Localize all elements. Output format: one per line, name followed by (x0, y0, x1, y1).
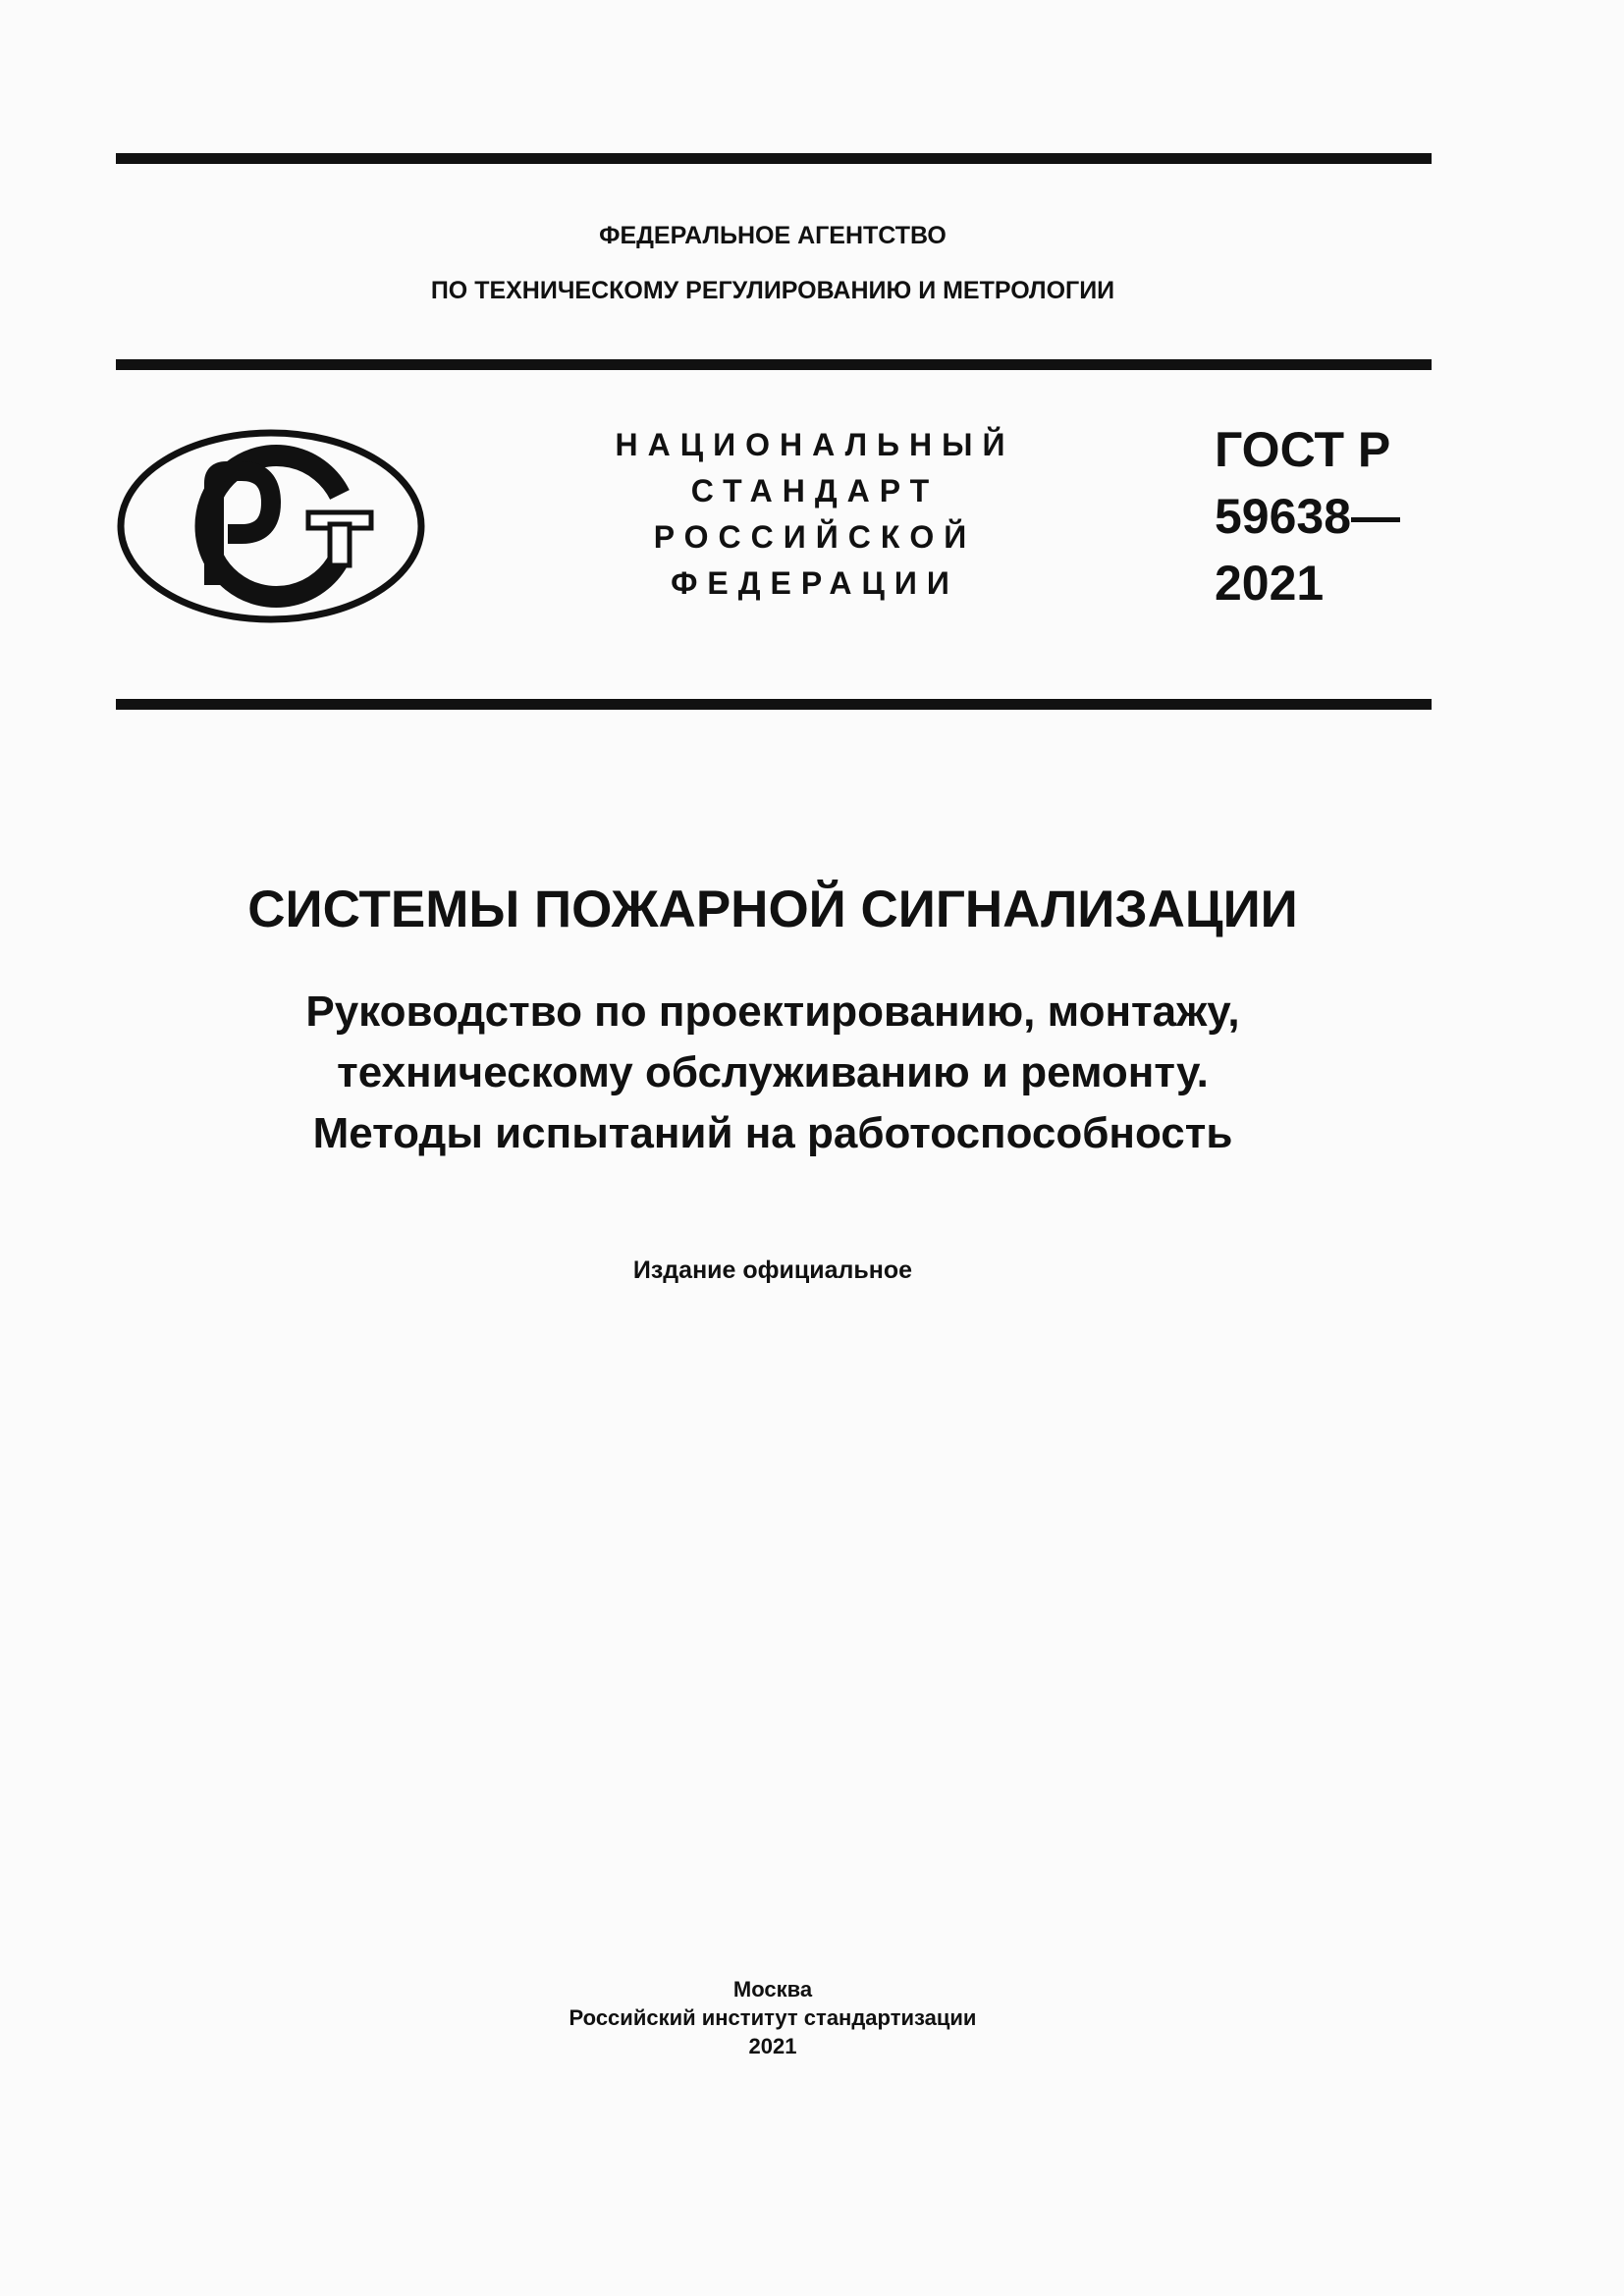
document-title: СИСТЕМЫ ПОЖАРНОЙ СИГНАЛИЗАЦИИ (247, 881, 1298, 938)
subtitle-line-3: Методы испытаний на работоспособность (312, 1109, 1233, 1157)
standard-type-line-3: РОССИЙСКОЙ (653, 519, 977, 555)
imprint (0, 1975, 1545, 2060)
designation-line-1: ГОСТ Р (1215, 422, 1391, 477)
upper-rule (116, 359, 1432, 370)
standard-type (560, 422, 1070, 607)
designation-line-3: 2021 (1215, 556, 1325, 611)
agency-line-1: ФЕДЕРАЛЬНОЕ АГЕНТСТВО (599, 222, 947, 249)
imprint-year: 2021 (748, 2034, 797, 2058)
imprint-city: Москва (732, 1977, 813, 2002)
lower-rule (116, 699, 1432, 710)
standard-designation (1215, 416, 1400, 616)
top-rule (116, 153, 1432, 164)
designation-line-2: 59638— (1215, 489, 1401, 544)
subtitle-line-1: Руководство по проектированию, монтажу, (305, 988, 1240, 1036)
rst-conformity-mark-icon (116, 428, 426, 624)
edition-note: Издание официальное (632, 1256, 913, 1284)
standard-type-line-1: НАЦИОНАЛЬНЫЙ (615, 427, 1015, 462)
standard-type-line-2: СТАНДАРТ (690, 473, 940, 508)
subtitle-line-2: техническому обслуживанию и ремонту. (337, 1048, 1209, 1096)
agency-line-2: ПО ТЕХНИЧЕСКОМУ РЕГУЛИРОВАНИЮ И МЕТРОЛОГИИ (430, 277, 1115, 304)
imprint-publisher: Российский институт стандартизации (568, 2005, 977, 2030)
document-subtitle (0, 982, 1545, 1164)
standard-type-line-4: ФЕДЕРАЦИИ (671, 565, 959, 601)
